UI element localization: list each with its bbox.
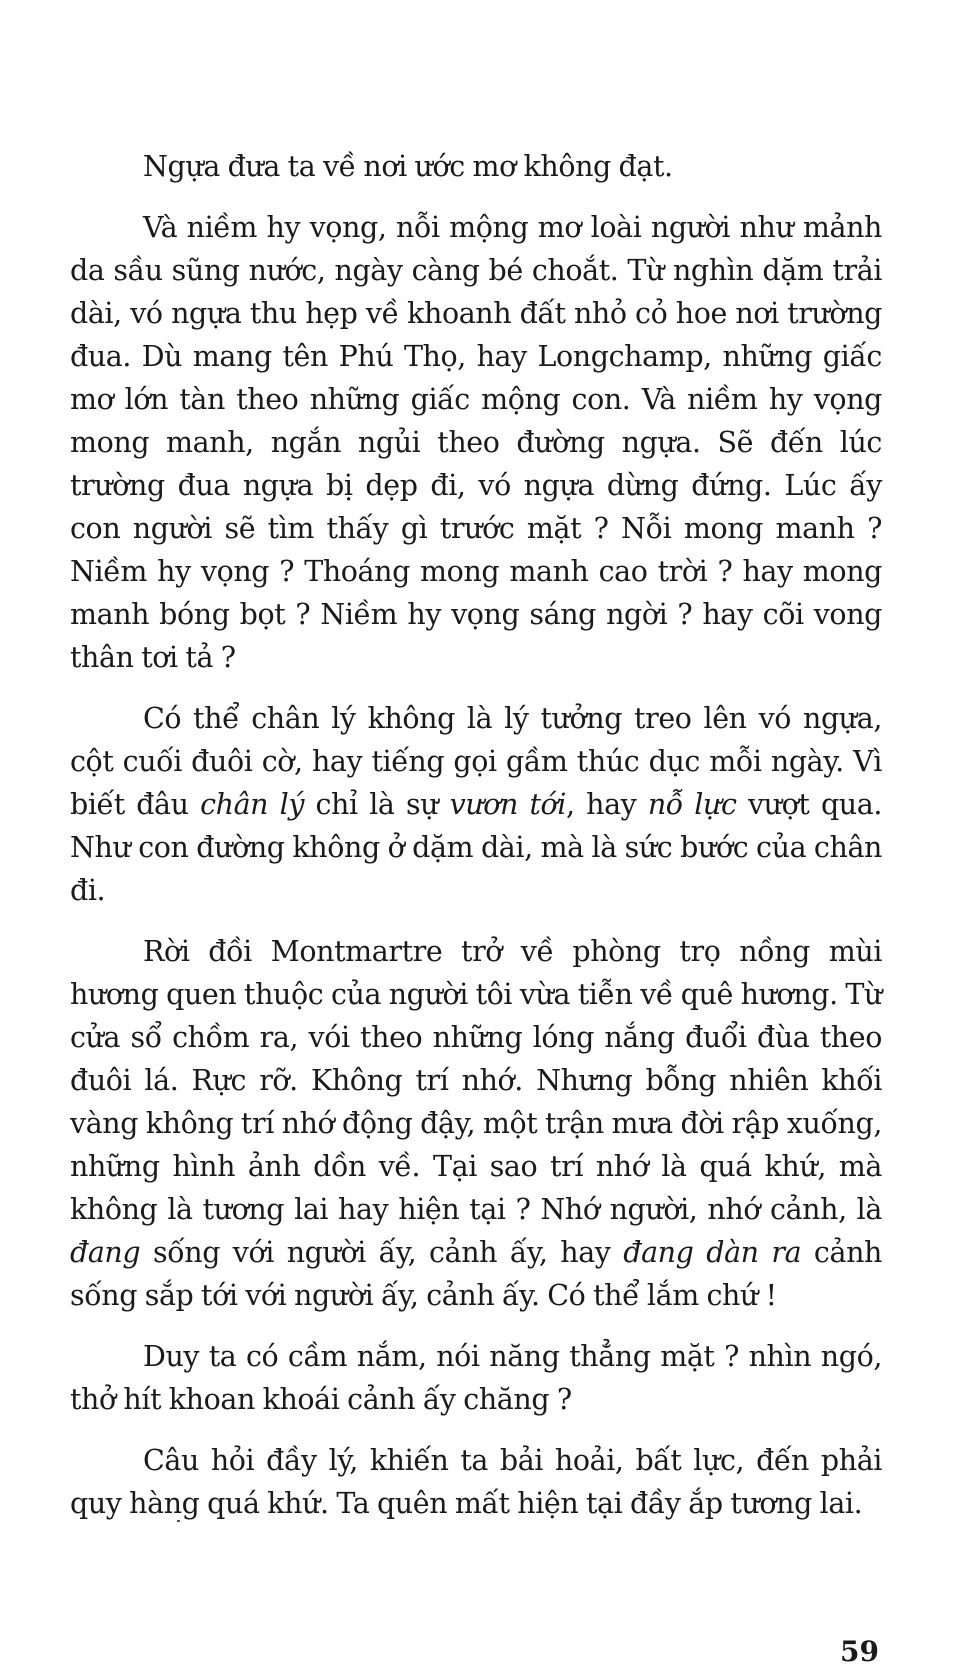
text-segment: Và niềm hy vọng, nỗi mộng mơ loài người như mảnh da sầu sũng nước, ngày càng bé choắt. Từ nghìn dặm trải dài, vó ngựa thu hẹp về khoanh đất nhỏ cỏ hoe nơi trường đua. Dù mang tên Phú Thọ, hay Longchamp, những giấc mơ lớn tàn theo những giấc mộng con. Và niềm hy vọng mong manh, ngắn ngủi theo đường ngựa. Sẽ đến lúc trường đua ngựa bị dẹp đi, vó ngựa dừng đứng. Lúc ấy con người sẽ tìm thấy gì trước mặt ? Nỗi mong manh ? Niềm hy vọng ? Thoáng mong manh cao trời ? hay mong manh bóng bọt ? Niềm hy vọng sáng ngời ? hay cõi vong thân tơi tả ? [70, 211, 882, 674]
page-number: 59 [840, 1635, 879, 1668]
paragraph [70, 930, 882, 1317]
text-segment: sống với người ấy, cảnh ấy, hay [140, 1236, 624, 1269]
text-segment: chỉ là sự [304, 788, 450, 821]
paragraph [70, 697, 882, 912]
paragraph [70, 1335, 882, 1421]
text-segment: Ngựa đưa ta về nơi ước mơ không đạt. [143, 150, 673, 183]
italic-text-segment: chân lý [200, 788, 305, 821]
paragraph [70, 1439, 882, 1525]
italic-text-segment: vươn tới [449, 788, 566, 821]
italic-text-segment: đang dàn ra [623, 1236, 802, 1269]
text-segment: Có thể chân lý không là lý tưởng treo lên vó ngựa, cột cuối đuôi cờ, hay tiếng gọi gầm thúc dục mỗi ngày. Vì biết đâu [70, 702, 882, 821]
text-segment: Rời đồi Montmartre trở về phòng trọ nồng mùi hương quen thuộc của người tôi vừa tiễn về quê hương. Từ cửa sổ chồm ra, vói theo những lóng nắng đuổi đùa theo đuôi lá. Rực rỡ. Không trí nhớ. Nhưng bỗng nhiên khối vàng không trí nhớ động đậy, một trận mưa đời rập xuống, những hình ảnh dồn về. Tại sao trí nhớ là quá khứ, mà không là tương lai hay hiện tại ? Nhớ người, nhớ cảnh, là [70, 935, 882, 1226]
text-segment: Câu hỏi đầy lý, khiến ta bải hoải, bất lực, đến phải quy hàng quá khứ. Ta quên mất hiện tại đầy ắp tương lai. [70, 1444, 882, 1520]
paragraph [70, 206, 882, 679]
text-segment: , hay [566, 788, 648, 821]
paragraph [70, 145, 882, 188]
text-segment: Duy ta có cầm nắm, nói năng thẳng mặt ? nhìn ngó, thở hít khoan khoái cảnh ấy chăng ? [70, 1340, 882, 1416]
text-segment: cảnh sống sắp tới với người ấy, cảnh ấy. Có thể lắm chứ ! [70, 1236, 882, 1312]
text-segment: vượt qua. Như con đường không ở dặm dài, mà là sức bước của chân đi. [70, 788, 882, 907]
page-body [70, 145, 882, 1543]
print-speck [177, 1520, 180, 1522]
italic-text-segment: đang [70, 1236, 141, 1269]
italic-text-segment: nỗ lực [647, 788, 737, 821]
